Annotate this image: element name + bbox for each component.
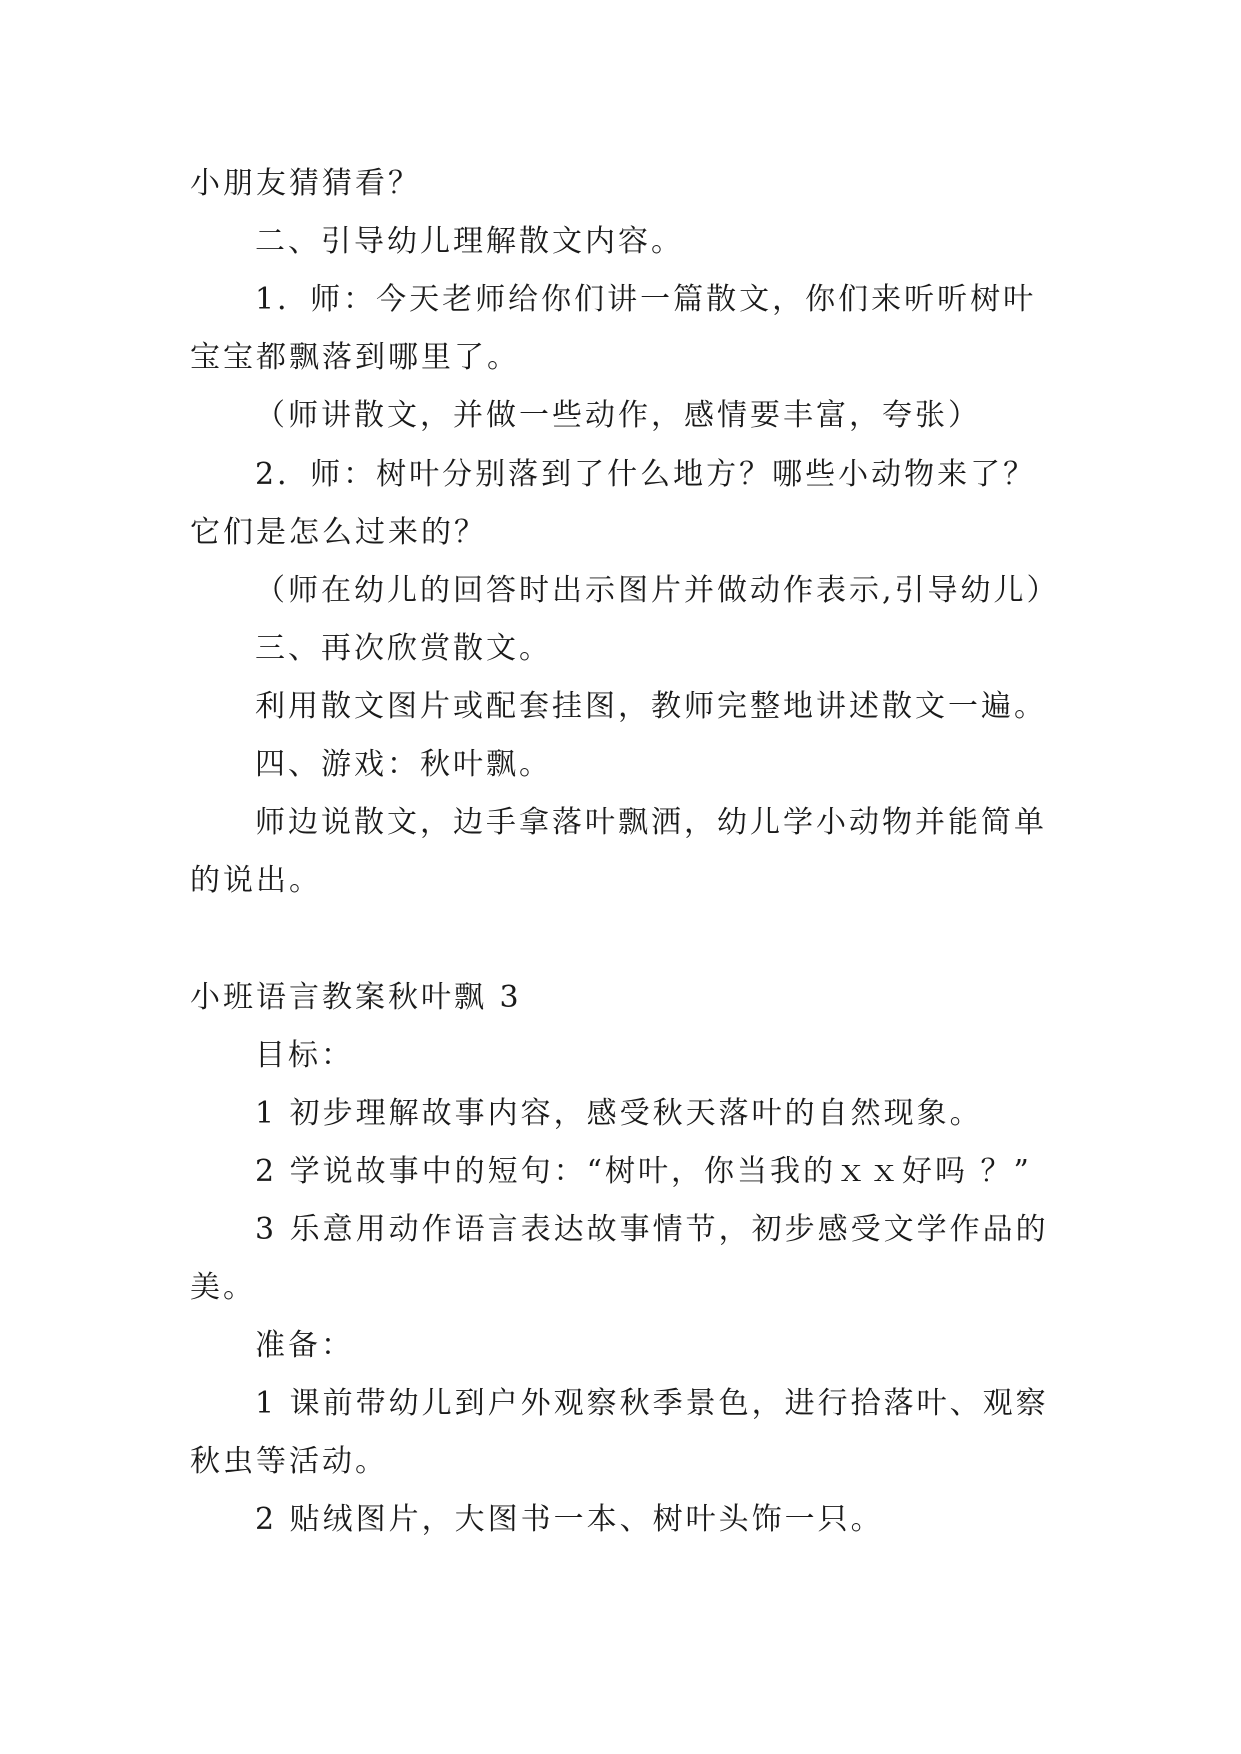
text-line: （师讲散文，并做一些动作，感情要丰富，夸张） [255, 398, 981, 433]
text-line: 的说出。 [190, 863, 322, 898]
section-heading: 准备： [255, 1328, 354, 1363]
text-line: 小朋友猜猜看？ [190, 166, 421, 201]
text-line: 宝宝都飘落到哪里了。 [190, 340, 520, 375]
text-line: 2 学说故事中的短句：“树叶，你当我的ｘｘ好吗 ？” [255, 1154, 1032, 1189]
document-title: 小班语言教案秋叶飘 3 [190, 980, 522, 1015]
section-heading: 三、再次欣赏散文。 [255, 631, 552, 666]
text-line: 秋虫等活动。 [190, 1444, 388, 1479]
text-line: 利用散文图片或配套挂图，教师完整地讲述散文一遍。 [255, 689, 1047, 724]
text-line: 师边说散文，边手拿落叶飘洒，幼儿学小动物并能简单 [255, 805, 1047, 840]
text-line: 3 乐意用动作语言表达故事情节，初步感受文学作品的 [255, 1212, 1049, 1247]
section-heading: 二、引导幼儿理解散文内容。 [255, 224, 684, 259]
text-line: 1 课前带幼儿到户外观察秋季景色，进行拾落叶、观察 [255, 1386, 1049, 1421]
section-heading: 目标： [255, 1038, 354, 1073]
text-line: 它们是怎么过来的？ [190, 515, 487, 550]
text-line: 1 初步理解故事内容，感受秋天落叶的自然现象。 [255, 1096, 983, 1131]
text-line: （师在幼儿的回答时出示图片并做动作表示,引导幼儿） [255, 573, 1060, 608]
text-line: 2．师：树叶分别落到了什么地方？哪些小动物来了？ [255, 457, 1037, 492]
text-line: 美。 [190, 1270, 256, 1305]
text-line: 2 贴绒图片，大图书一本、树叶头饰一只。 [255, 1502, 884, 1537]
section-heading: 四、游戏：秋叶飘。 [255, 747, 552, 782]
text-line: 1．师：今天老师给你们讲一篇散文，你们来听听树叶 [255, 282, 1037, 317]
